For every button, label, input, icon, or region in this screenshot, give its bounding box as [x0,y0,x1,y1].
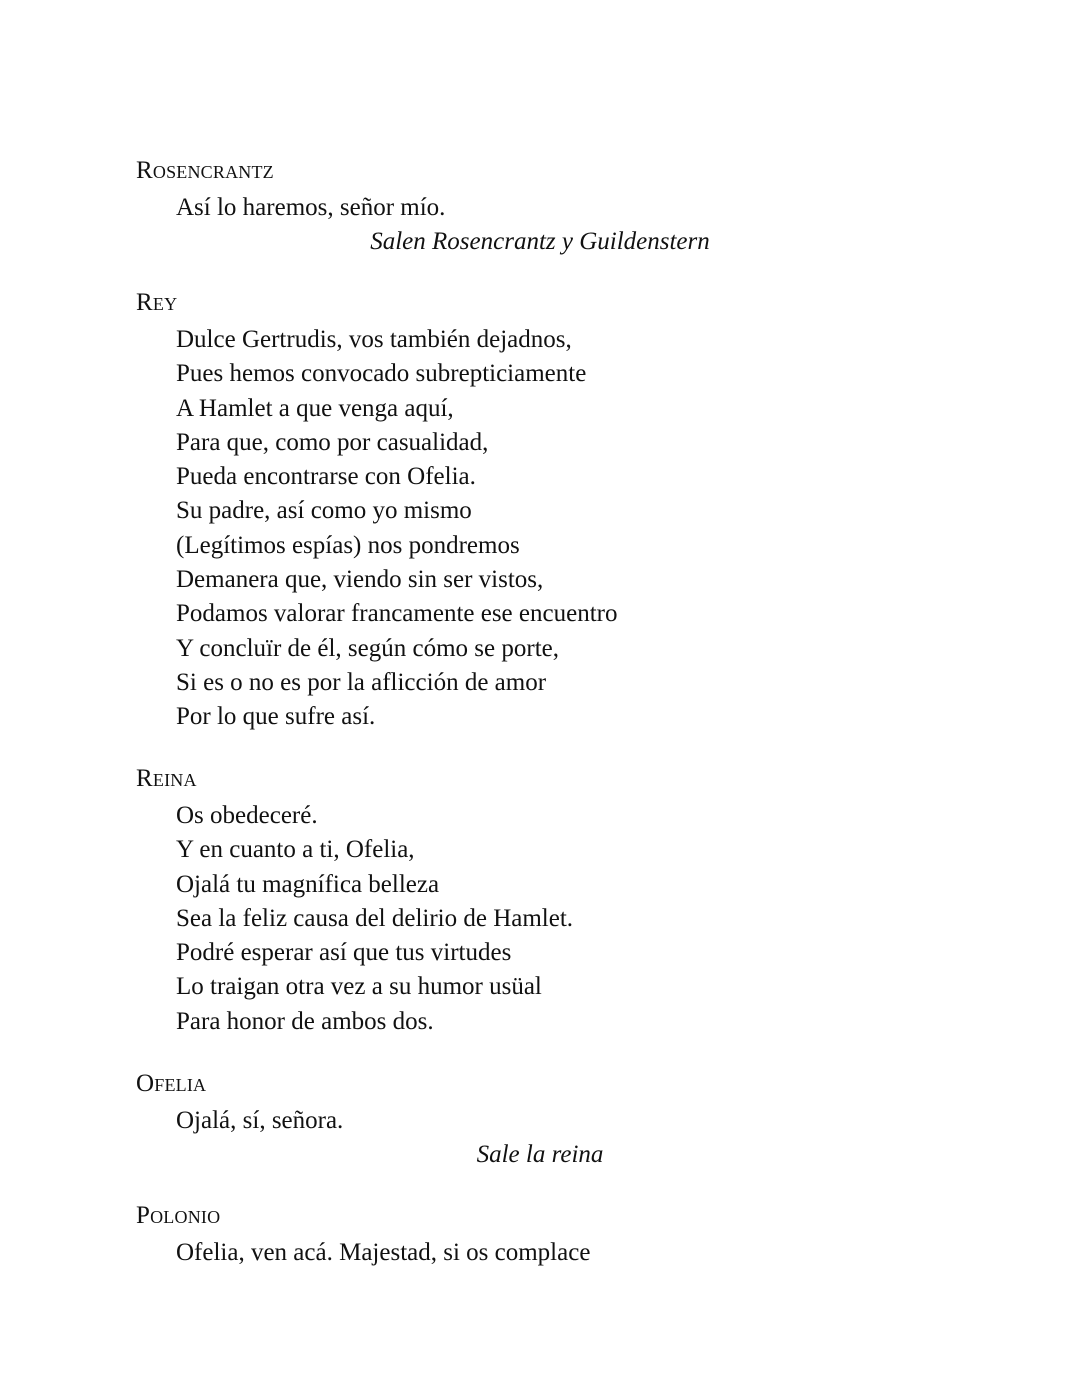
verse-line: Lo traigan otra vez a su humor usüal [176,973,542,1001]
verse-line: Su padre, así como yo mismo [176,497,472,525]
verse-block [176,1104,343,1138]
verse-line: Así lo haremos, señor mío. [176,194,446,221]
verse-line: Y concluïr de él, según cómo se porte, [176,634,559,662]
speaker-name: Rey [136,289,178,316]
verse-block [176,1236,590,1270]
verse-block [176,191,445,225]
verse-line: (Legítimos espías) nos pondremos [176,531,520,559]
verse-line: Os obedeceré. [176,802,318,829]
verse-line: Demanera que, viendo sin ser vistos, [176,566,544,594]
verse-line: Ojalá tu magnífica belleza [176,870,440,898]
speaker-name: Polonio [136,1202,221,1229]
verse-line: Para que, como por casualidad, [176,428,489,456]
verse-line: Dulce Gertrudis, vos también dejadnos, [176,326,572,353]
verse-line: Ojalá, sí, señora. [176,1107,344,1134]
verse-line: Si es o no es por la aflicción de amor [176,668,547,696]
verse-line: Pues hemos convocado subrepticiamente [176,360,587,388]
verse-line: Pueda encontrarse con Ofelia. [176,463,476,491]
verse-line: Para honor de ambos dos. [176,1007,434,1035]
speaker-name: Reina [136,765,197,792]
stage-direction: Sale la reina [476,1141,604,1168]
verse-line: Sea la feliz causa del delirio de Hamlet. [176,904,574,932]
speaker-name: Ofelia [136,1070,207,1097]
verse-block [176,799,573,1039]
verse-line: Podamos valorar francamente ese encuentro [176,600,618,628]
verse-line: Ofelia, ven acá. Majestad, si os complace [176,1239,591,1266]
speaker-name: Rosencrantz [136,157,274,184]
verse-block [176,323,617,735]
verse-line: Por lo que sufre así. [176,703,376,731]
verse-line: A Hamlet a que venga aquí, [176,394,454,422]
verse-line: Y en cuanto a ti, Ofelia, [176,836,415,864]
verse-line: Podré esperar así que tus virtudes [176,939,512,967]
stage-direction: Salen Rosencrantz y Guildenstern [370,228,710,255]
